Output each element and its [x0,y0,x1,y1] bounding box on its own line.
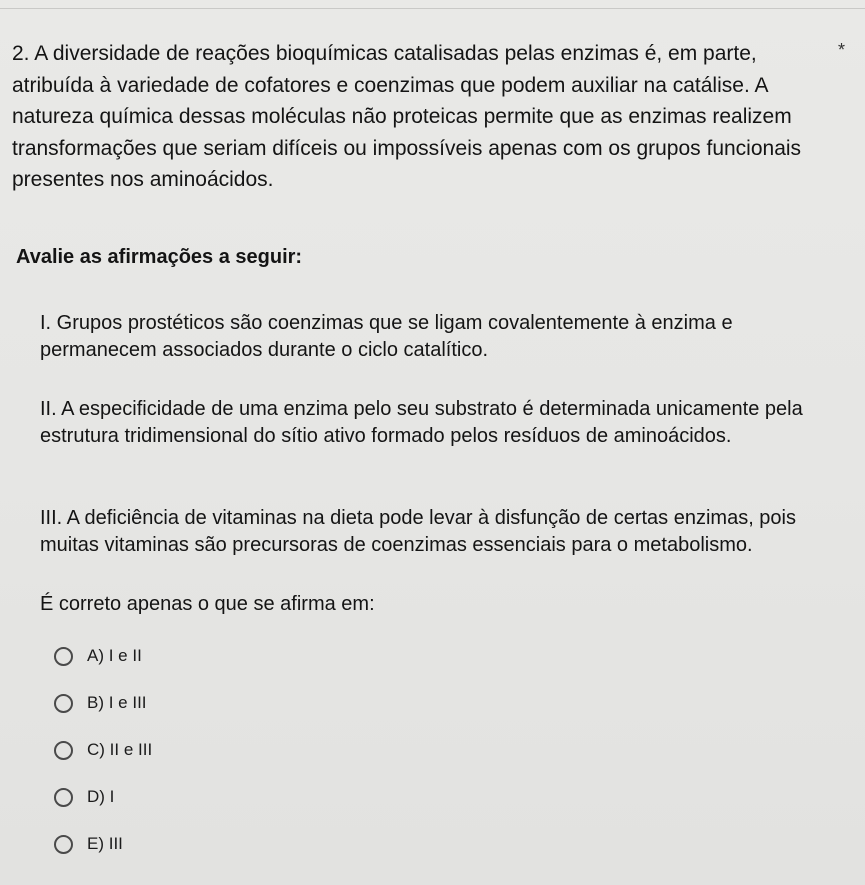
radio-button-a[interactable] [54,647,73,666]
statement-2: II. A especificidade de uma enzima pelo seu substrato é determinada unicamente pela estrutura tridimensional do sítio ativo formado pelos resíduos de aminoácidos. [40,398,803,447]
option-b-label: B) I e III [87,693,147,712]
instructions-heading: Avalie as afirmações a seguir: [16,246,303,268]
option-e-label: E) III [87,834,123,853]
required-asterisk: * [838,40,846,60]
option-c[interactable] [54,737,152,763]
option-a-label: A) I e II [87,646,142,665]
question-text: 2. A diversidade de reações bioquímicas catalisadas pelas enzimas é, em parte, atribuída à variedade de cofatores e coenzimas que podem auxiliar na catálise. A natureza química dessas moléculas não proteicas permite que as enzimas realizem transformações que seriam difíceis ou impossíveis apenas com os grupos funcionais presentes nos aminoácidos. [12,42,802,191]
statement-1: I. Grupos prostéticos são coenzimas que se ligam covalentemente à enzima e permanecem associados durante o ciclo catalítico. [40,312,733,361]
radio-button-b[interactable] [54,694,73,713]
radio-button-e[interactable] [54,835,73,854]
option-a[interactable] [54,643,152,669]
option-d-label: D) I [87,787,115,806]
radio-button-c[interactable] [54,741,73,760]
answer-options [54,643,152,878]
option-c-label: C) II e III [87,740,153,759]
statement-3: III. A deficiência de vitaminas na dieta pode levar à disfunção de certas enzimas, pois muitas vitaminas são precursoras de coenzimas essenciais para o metabolismo. [40,507,796,556]
radio-button-d[interactable] [54,788,73,807]
top-divider [0,8,865,9]
option-e[interactable] [54,831,152,857]
answer-prompt: É correto apenas o que se afirma em: [40,593,375,615]
option-d[interactable] [54,784,152,810]
option-b[interactable] [54,690,152,716]
